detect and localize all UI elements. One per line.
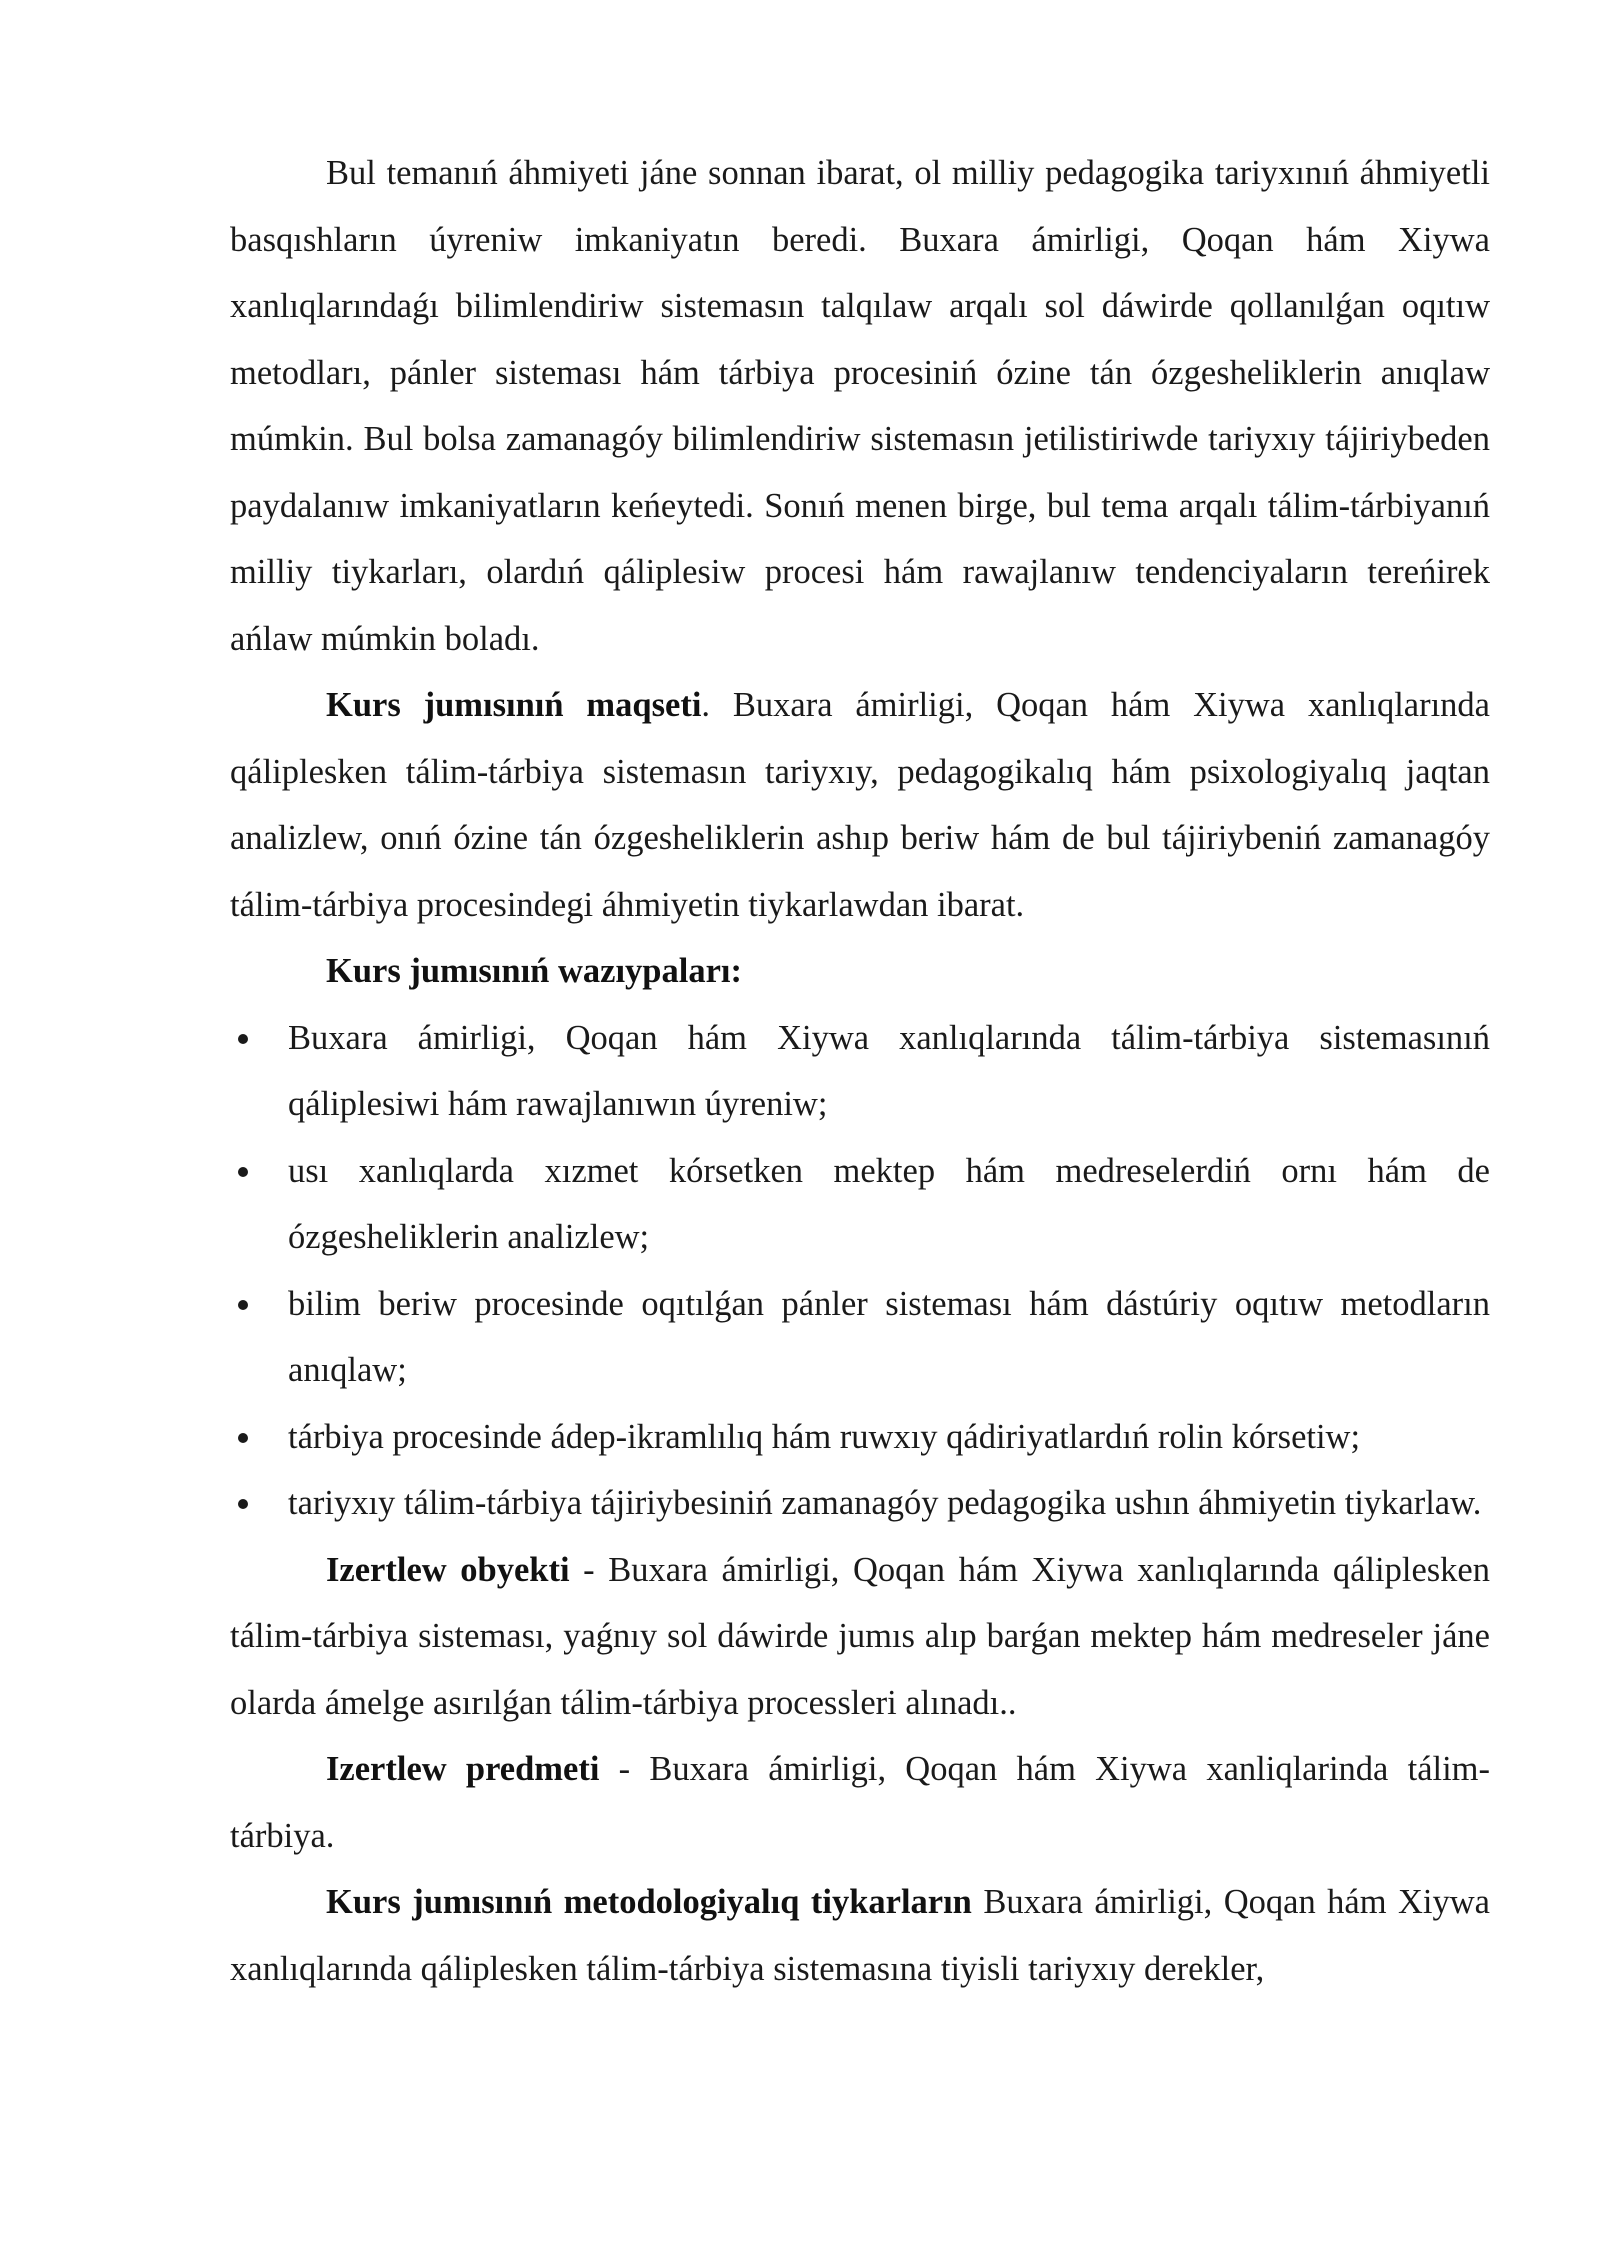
bullet-icon (238, 1433, 248, 1443)
method-text: Buxara ámirligi, Qoqan hám Xiywa xanlıqlarında qáliplesken tálim-tárbiya sistemasına tiyisli tariyxıy derekler, (230, 1883, 1490, 1988)
list-item (230, 1138, 1490, 1271)
bullet-icon (238, 1300, 248, 1310)
bullet-icon (238, 1034, 248, 1044)
list-item (230, 1271, 1490, 1404)
subject-paragraph (230, 1736, 1490, 1869)
goal-text: . Buxara ámirligi, Qoqan hám Xiywa xanlıqlarında qáliplesken tálim-tárbiya sistemasın tariyxıy, pedagogikalıq hám psixologiyalıq jaqtan analizlew, onıń ózine tán ózgesheliklerin ashıp beriw hám de bul tájiriybeniń zamanagóy tálim-tárbiya procesindegi áhmiyetin tiykarlawdan ibarat. (230, 686, 1490, 924)
subject-text: - Buxara ámirligi, Qoqan hám Xiywa xanliqlarinda tálim-tárbiya. (230, 1750, 1490, 1855)
list-item-text: bilim beriw procesinde oqıtılǵan pánler sisteması hám dástúriy oqıtıw metodların anıqlaw; (288, 1284, 1490, 1389)
method-paragraph (230, 1869, 1490, 2002)
subject-heading: Izertlew predmeti (326, 1750, 600, 1788)
list-item-text: Buxara ámirligi, Qoqan hám Xiywa xanlıqlarında tálim-tárbiya sistemasınıń qáliplesiwi hám rawajlanıwın úyreniw; (288, 1018, 1490, 1123)
object-paragraph (230, 1537, 1490, 1737)
bullet-icon (238, 1499, 248, 1509)
tasks-heading-paragraph (230, 938, 1490, 1005)
list-item (230, 1005, 1490, 1138)
list-item (230, 1470, 1490, 1537)
goal-paragraph (230, 672, 1490, 938)
object-heading: Izertlew obyekti (326, 1550, 570, 1589)
bullet-icon (238, 1167, 248, 1177)
goal-heading: Kurs jumısınıń maqseti (326, 686, 702, 724)
tasks-list (230, 1005, 1490, 1537)
intro-paragraph: Bul temanıń áhmiyeti jáne sonnan ibarat, ol milliy pedagogika tariyxınıń áhmiyetli basqıshların úyreniw imkaniyatın beredi. Buxara ámirligi, Qoqan hám Xiywa xanlıqlarındaǵı bilimlendiriw sistemasın talqılaw arqalı sol dáwirde qollanılǵan oqıtıw metodları, pánler sisteması hám tárbiya procesiniń ózine tán ózgesheliklerin anıqlaw múmkin. Bul bolsa zamanagóy bilimlendiriw sistemasın jetilistiriwde tariyxıy tájiriybeden paydalanıw imkaniyatların keńeytedi. Sonıń menen birge, bul tema arqalı tálim-tárbiyanıń milliy tiykarları, olardıń qáliplesiw procesi hám rawajlanıw tendenciyaların tereńirek ańlaw múmkin boladı. (230, 154, 1490, 658)
list-item-text: usı xanlıqlarda xızmet kórsetken mektep hám medreselerdiń ornı hám de ózgesheliklerin analizlew; (288, 1151, 1490, 1256)
list-item-text: tárbiya procesinde ádep-ikramlılıq hám ruwxıy qádiriyatlardıń rolin kórsetiw; (288, 1417, 1361, 1456)
method-heading: Kurs jumısınıń metodologiyalıq tiykarların (326, 1883, 972, 1921)
object-text: - Buxara ámirligi, Qoqan hám Xiywa xanlıqlarında qáliplesken tálim-tárbiya sisteması, yaǵnıy sol dáwirde jumıs alıp barǵan mektep hám medreseler jáne olarda ámelge asırılǵan tálim-tárbiya processleri alınadı.. (230, 1550, 1490, 1722)
list-item (230, 1404, 1490, 1471)
list-item-text: tariyxıy tálim-tárbiya tájiriybesiniń zamanagóy pedagogika ushın áhmiyetin tiykarlaw. (288, 1484, 1482, 1522)
tasks-heading: Kurs jumısınıń wazıypaları: (326, 952, 742, 990)
document-body (230, 140, 1490, 2002)
